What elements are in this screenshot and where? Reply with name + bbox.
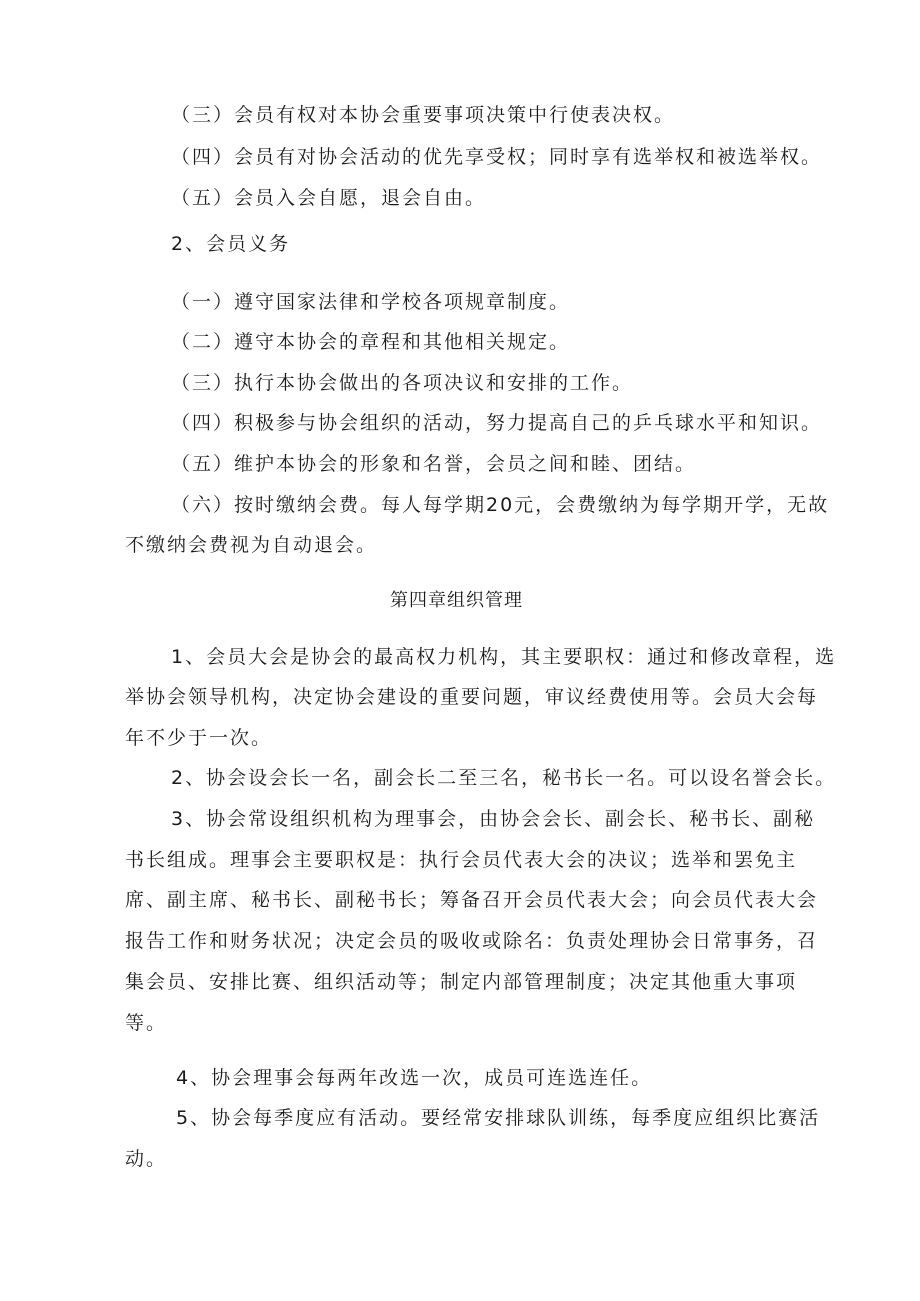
chapter4-p1-line-2: 举协会领导机构，决定协会建设的重要问题，审议经费使用等。会员大会每 <box>125 686 819 708</box>
duties-item-3: （三）执行本协会做出的各项决议和安排的工作。 <box>171 372 634 394</box>
chapter4-p5-line-1: 5、协会每季度应有活动。要经常安排球队训练，每季度应组织比赛活 <box>176 1107 821 1129</box>
chapter4-p3-line-6: 等。 <box>125 1012 168 1034</box>
duties-item-6-line-2: 不缴纳会费视为自动退会。 <box>125 534 378 556</box>
duties-item-1: （一）遵守国家法律和学校各项规章制度。 <box>171 291 571 313</box>
chapter-title: 第四章组织管理 <box>390 590 523 611</box>
chapter4-p3-line-4: 报告工作和财务状况；决定会员的吸收或除名：负责处理协会日常事务，召 <box>125 930 819 952</box>
duties-item-4: （四）积极参与协会组织的活动，努力提高自己的乒乓球水平和知识。 <box>171 412 823 434</box>
duties-item-5: （五）维护本协会的形象和名誉，会员之间和睦、团结。 <box>171 453 697 475</box>
rights-item-5: （五）会员入会自愿，退会自由。 <box>171 187 487 209</box>
chapter4-p4: 4、协会理事会每两年改选一次，成员可连选连任。 <box>176 1067 653 1089</box>
rights-item-4: （四）会员有对协会活动的优先享受权；同时享有选举权和被选举权。 <box>171 146 823 168</box>
chapter4-p3-line-1: 3、协会常设组织机构为理事会，由协会会长、副会长、秘书长、副秘 <box>171 808 816 830</box>
chapter4-p5-line-2: 动。 <box>125 1148 168 1170</box>
duties-item-2: （二）遵守本协会的章程和其他相关规定。 <box>171 331 571 353</box>
chapter4-p1-line-1: 1、会员大会是协会的最高权力机构，其主要职权：通过和修改章程，选 <box>171 646 837 668</box>
duties-heading: 2、会员义务 <box>171 233 291 255</box>
rights-item-3: （三）会员有权对本协会重要事项决策中行使表决权。 <box>171 104 676 126</box>
chapter4-p3-line-3: 席、副主席、秘书长、副秘书长；筹备召开会员代表大会；向会员代表大会 <box>125 889 819 911</box>
chapter4-p1-line-3: 年不少于一次。 <box>125 727 273 749</box>
chapter4-p3-line-5: 集会员、安排比赛、组织活动等；制定内部管理制度；决定其他重大事项 <box>125 971 798 993</box>
duties-item-6-line-1: （六）按时缴纳会费。每人每学期20元，会费缴纳为每学期开学，无故 <box>171 494 830 516</box>
chapter4-p3-line-2: 书长组成。理事会主要职权是：执行会员代表大会的决议；选举和罢免主 <box>125 849 798 871</box>
chapter4-p2: 2、协会设会长一名，副会长二至三名，秘书长一名。可以设名誉会长。 <box>171 767 837 789</box>
